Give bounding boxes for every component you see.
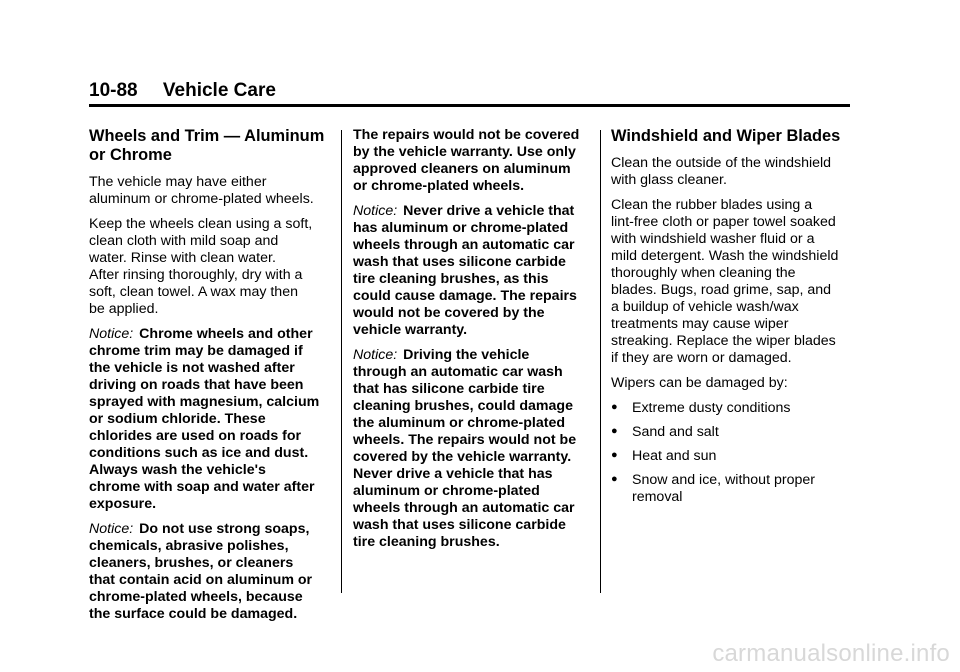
notice-text: Driving the vehicle through an automatic car wash that has silicone carbide tire cleaning brushes, could damage the aluminum or chrome-plated wheels. The repairs would not be covered by the vehicle warranty. Never drive a vehicle that has aluminum or chrome-plated wheels through an automatic car wash that uses silicone carbide tire cleaning brushes. — [353, 347, 577, 550]
wiper-damage-intro: Wipers can be damaged by: — [611, 375, 788, 391]
wiper-blades-paragraph: Clean the rubber blades using a lint-free cloth or paper towel soaked with windshield washer fluid or a mild detergent. Wash the windshield thoroughly when cleaning the blades. Bugs, road grime, sap, and a buildup of vehicle wash/wax treatments may cause wiper streaking. Replace the wiper blades if they are worn or damaged. — [611, 197, 839, 366]
list-item: ● Sand and salt — [611, 424, 719, 440]
list-item: ● Snow and ice, without proper removal — [611, 472, 815, 505]
wheels-cleaning-paragraph: Keep the wheels clean using a soft, clean cloth with mild soap and water. Rinse with clean water. After rinsing thoroughly, dry with a soft, clean towel. A wax may then be applied. — [89, 216, 313, 317]
column-2 — [353, 127, 593, 559]
chrome-damage-notice — [89, 326, 337, 513]
list-item: ● Extreme dusty conditions — [611, 400, 791, 416]
page-number: 10-88 — [89, 80, 138, 101]
notice-text: Chrome wheels and other chrome trim may be damaged if the vehicle is not washed after driving on roads that have been sprayed with magnesium, calcium or sodium chloride. These chlorides are used on roads for conditions such as ice and dust. Always wash the vehicle's chrome with soap and water after exposure. — [89, 326, 320, 512]
windshield-cleaning-paragraph: Clean the outside of the windshield with glass cleaner. — [611, 155, 832, 188]
column-1 — [89, 127, 337, 631]
notice-label: Notice: — [353, 347, 398, 363]
notice-label: Notice: — [89, 521, 134, 537]
car-wash-notice — [353, 203, 593, 339]
wheels-intro-paragraph: The vehicle may have either aluminum or chrome-plated wheels. — [89, 174, 314, 207]
notice-text: Do not use strong soaps, chemicals, abrasive polishes, cleaners, brushes, or cleaners that contain acid on aluminum or chrome-plated wheels, because the surface could be damaged. — [89, 521, 313, 622]
section-title: Vehicle Care — [162, 80, 276, 101]
wheels-trim-heading: Wheels and Trim — Aluminum or Chrome — [89, 127, 325, 164]
wiper-damage-list — [611, 400, 857, 506]
header-rule — [89, 104, 850, 107]
strong-soaps-notice — [89, 521, 337, 623]
notice-label: Notice: — [353, 203, 398, 219]
watermark-text: carmanualsonline.info — [712, 640, 950, 667]
silicone-brushes-notice — [353, 347, 593, 551]
column-3 — [611, 127, 857, 513]
notice-text: Never drive a vehicle that has aluminum or chrome-plated wheels through an automatic car wash that uses silicone carbide tire cleaning brushes, as this could cause damage. The repairs would not be covered by the vehicle warranty. — [353, 203, 577, 338]
column-divider-2 — [600, 130, 601, 593]
notice-label: Notice: — [89, 326, 134, 342]
repairs-warranty-paragraph: The repairs would not be covered by the vehicle warranty. Use only approved cleaners on aluminum or chrome-plated wheels. — [353, 127, 580, 194]
bullet-icon: ● — [611, 473, 618, 485]
column-divider-1 — [341, 130, 342, 593]
list-item: ● Heat and sun — [611, 448, 717, 464]
bullet-icon: ● — [611, 449, 618, 461]
bullet-icon: ● — [611, 401, 618, 413]
bullet-icon: ● — [611, 425, 618, 437]
windshield-wiper-heading: Windshield and Wiper Blades — [611, 127, 841, 145]
